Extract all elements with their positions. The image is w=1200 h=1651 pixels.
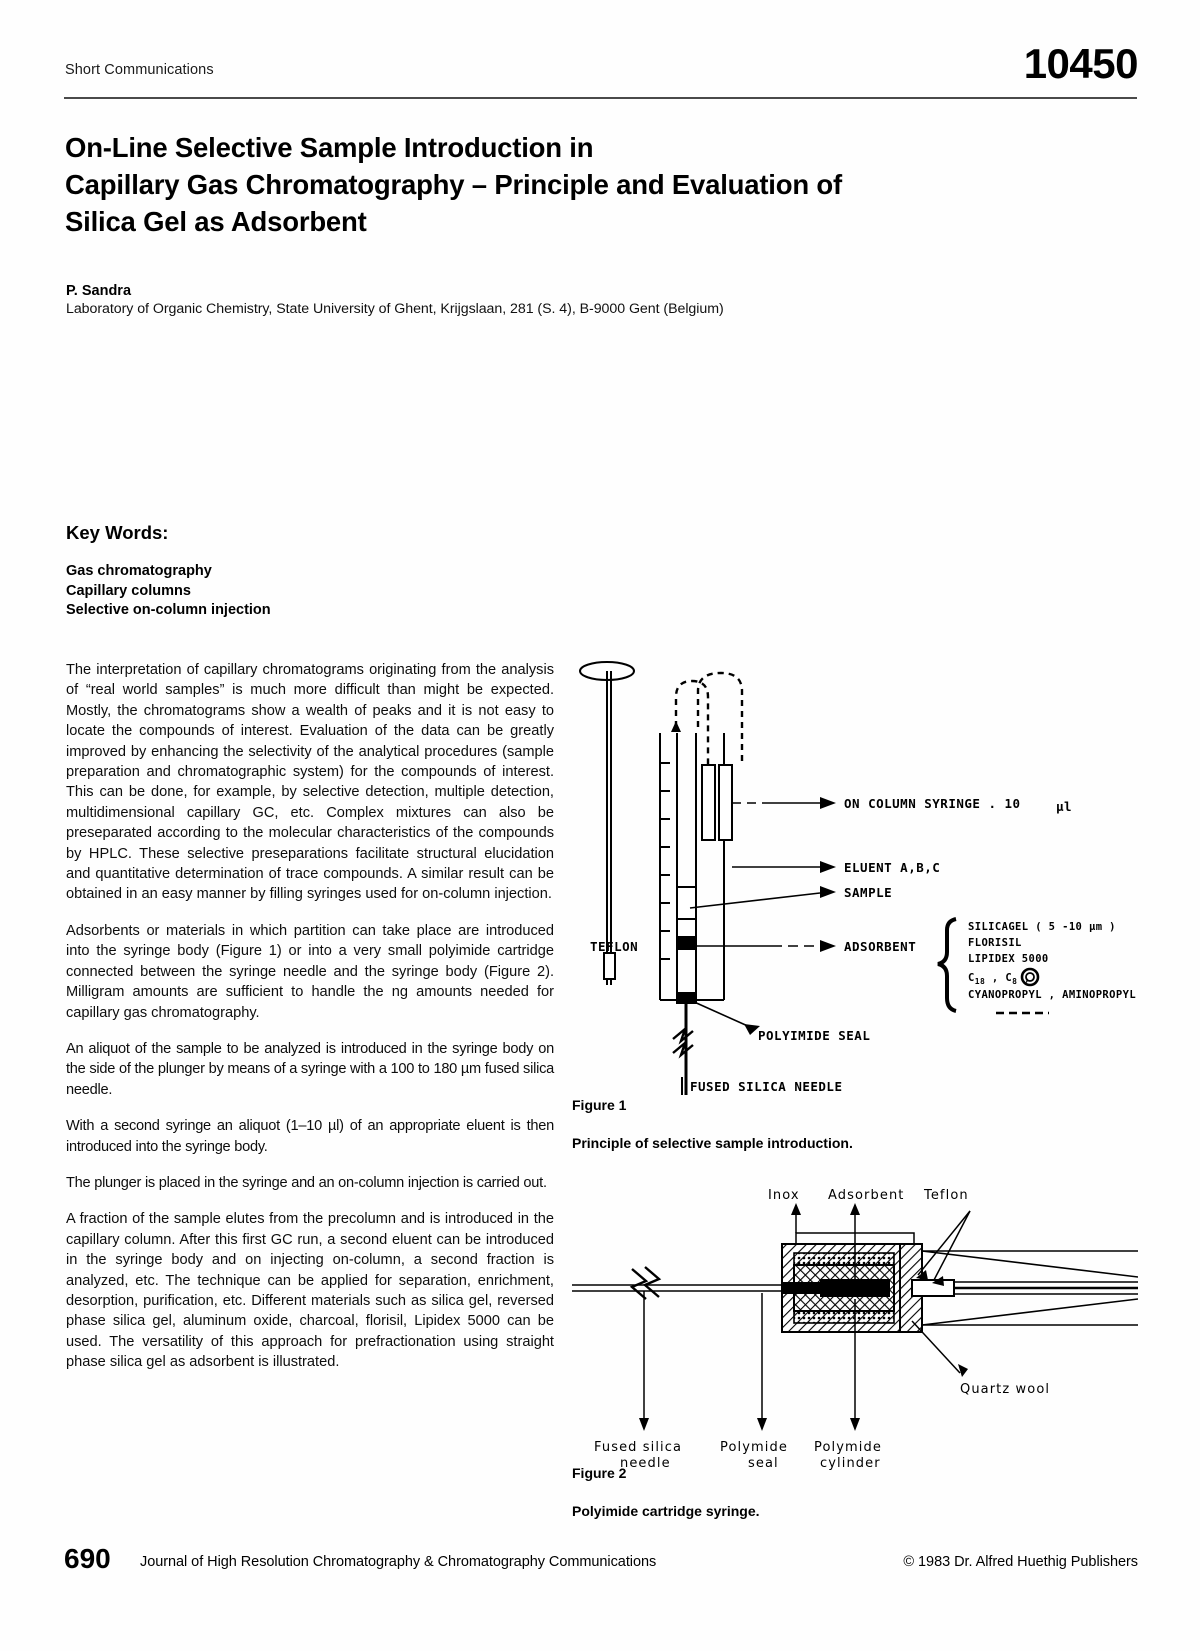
title-line-1: On-Line Selective Sample Introduction in: [65, 132, 594, 163]
label-polyimide-seal-line2: seal: [748, 1456, 779, 1471]
footer-journal-name: Journal of High Resolution Chromatography & Chromatography Communications: [140, 1554, 657, 1570]
label-adsorbent: ADSORBENT: [844, 939, 917, 954]
label-polyimide-seal-line1: Polymide: [720, 1440, 788, 1455]
keyword-item: Gas chromatography: [66, 563, 212, 579]
footer-copyright: © 1983 Dr. Alfred Huethig Publishers: [903, 1554, 1138, 1570]
label-adsorbent: Adsorbent: [828, 1188, 905, 1203]
figure-1-drawing: [572, 655, 1138, 1095]
leader-arrow-icon: [820, 861, 836, 873]
footer-page-number: 690: [64, 1543, 111, 1574]
body-paragraph: The interpretation of capillary chromatograms originating from the analysis of “real world samples” is much more difficult than might be expected. Mostly, the chromatograms show a wealth of peaks and it is not easy to locate the compounds of interest. Evaluation of the data can be greatly improved by enhancing the selectivity of the analytical procedures (sample preparation and chromatographic system) for the compounds of interest. This can be done, for example, by selective detection, multiple detection, multidimensional capillary GC, etc. Complex mixtures can also be preseparated according to the molecular characteristics of the compounds by HPLC. These selective preseparations facilitate structural elucidation and quantitative determination of trace compounds. A similar result can be obtained in an easy manner by filling syringes used for on-column injection.: [66, 662, 554, 903]
label-syringe-unit: µl: [1056, 799, 1073, 814]
label-eluent: ELUENT A,B,C: [844, 860, 941, 875]
leader-arrow-icon: [791, 1203, 801, 1215]
figure-2-drawing: [572, 1181, 1138, 1471]
leader-arrow-icon: [757, 1418, 767, 1431]
adsorbent-list-item: $C_{18}$ , $C_8$ ,: [968, 972, 1031, 986]
body-paragraph: A fraction of the sample elutes from the precolumn and is introduced in the capillary column. After this first GC run, a second eluent can be introduced in the syringe body and on injecting on-column, a second fraction is analyzed, etc. The technique can be applied for separation, enrichment, desorption, purification, etc. Different materials such as silica gel, reversed phase silica gel, aluminum oxide, charcoal, florisil, Lipidex 5000 can be used. The versatility of this approach for prefractionation using straight phase silica gel as adsorbent is illustrated.: [66, 1211, 554, 1371]
keywords-list: [66, 562, 271, 621]
keywords-heading: Key Words:: [66, 522, 169, 543]
body-paragraph: The plunger is placed in the syringe and an on-column injection is carried out.: [66, 1174, 547, 1191]
needle-break-icon: [673, 1029, 693, 1055]
page-title: [65, 129, 995, 240]
label-inox: Inox: [768, 1188, 800, 1203]
figure-1-caption: Principle of selective sample introduction.: [572, 1135, 853, 1151]
figure-2: [572, 1181, 1138, 1519]
label-teflon: Teflon: [924, 1188, 969, 1203]
adsorbent-list-item: SILICAGEL ( 5 -10 µm ): [968, 921, 1116, 933]
leader-arrow-icon: [820, 940, 836, 952]
flow-arrow-icon: [671, 721, 681, 732]
adsorbent-list-item: CYANOPROPYL , AMINOPROPYL: [968, 989, 1137, 1001]
label-teflon: TEFLON: [590, 939, 639, 954]
author-name: P. Sandra: [66, 283, 132, 299]
body-text-column: [66, 660, 554, 1373]
folio-number: 10450: [1023, 40, 1138, 87]
leader-arrow-icon: [639, 1418, 649, 1431]
adsorbent-list-item: FLORISIL: [968, 937, 1022, 949]
body-paragraph: An aliquot of the sample to be analyzed is introduced in the syringe body on the side of the plunger by means of a syringe with a 100 to 180 µm fused silica needle.: [66, 1040, 554, 1098]
label-polyimide-cylinder-line1: Polymide: [814, 1440, 882, 1455]
capillary-break-icon: [632, 1267, 659, 1299]
leader-arrow-icon: [850, 1418, 860, 1431]
author-affiliation: Laboratory of Organic Chemistry, State University of Ghent, Krijgslaan, 281 (S. 4), B-9000 Gent (Belgium): [66, 301, 724, 317]
figure-2-caption: Polyimide cartridge syringe.: [572, 1503, 760, 1519]
adsorbent-list-item: LIPIDEX 5000: [968, 953, 1049, 965]
label-quartz-wool: Quartz wool: [960, 1382, 1051, 1397]
leader-arrow-icon: [958, 1364, 968, 1377]
figure-column: [572, 655, 1138, 1519]
adsorbent-brace-icon: [938, 919, 956, 1011]
label-fused-silica-needle: FUSED SILICA NEEDLE: [690, 1079, 843, 1094]
figure-1-label: Figure 1: [572, 1097, 627, 1113]
keyword-item: Selective on-column injection: [66, 602, 271, 618]
header-rule: [64, 97, 1137, 99]
leader-arrow-icon: [850, 1203, 860, 1215]
leader-arrow-icon: [820, 886, 836, 898]
cartridge-body: [782, 1244, 922, 1332]
leader-arrow-icon: [820, 797, 836, 809]
running-head: Short Communications: [65, 62, 214, 78]
label-polyimide-cylinder-line2: cylinder: [820, 1456, 881, 1471]
label-fused-silica-needle-line2: needle: [620, 1456, 671, 1471]
label-polyimide-seal: POLYIMIDE SEAL: [758, 1028, 871, 1043]
keyword-item: Capillary columns: [66, 582, 191, 599]
figure-2-label: Figure 2: [572, 1465, 627, 1481]
label-sample: SAMPLE: [844, 885, 893, 900]
title-line-2: Capillary Gas Chromatography – Principle and Evaluation of: [65, 169, 842, 200]
figure-1: [572, 655, 1138, 1151]
body-paragraph: With a second syringe an aliquot (1–10 µl) of an appropriate eluent is then introduced into the syringe body.: [66, 1118, 554, 1155]
label-fused-silica-needle-line1: Fused silica: [594, 1440, 683, 1455]
body-paragraph: Adsorbents or materials in which partition can take place are introduced into the syringe body (Figure 1) or into a very small polyimide cartridge connected between the syringe needle and the syringe body (Figure 2). Milligram amounts are sufficient to handle the ng amounts needed for capillary gas chromatography.: [66, 922, 554, 1021]
label-on-column-syringe: ON COLUMN SYRINGE . 10: [844, 796, 1021, 811]
title-line-3: Silica Gel as Adsorbent: [65, 206, 367, 237]
